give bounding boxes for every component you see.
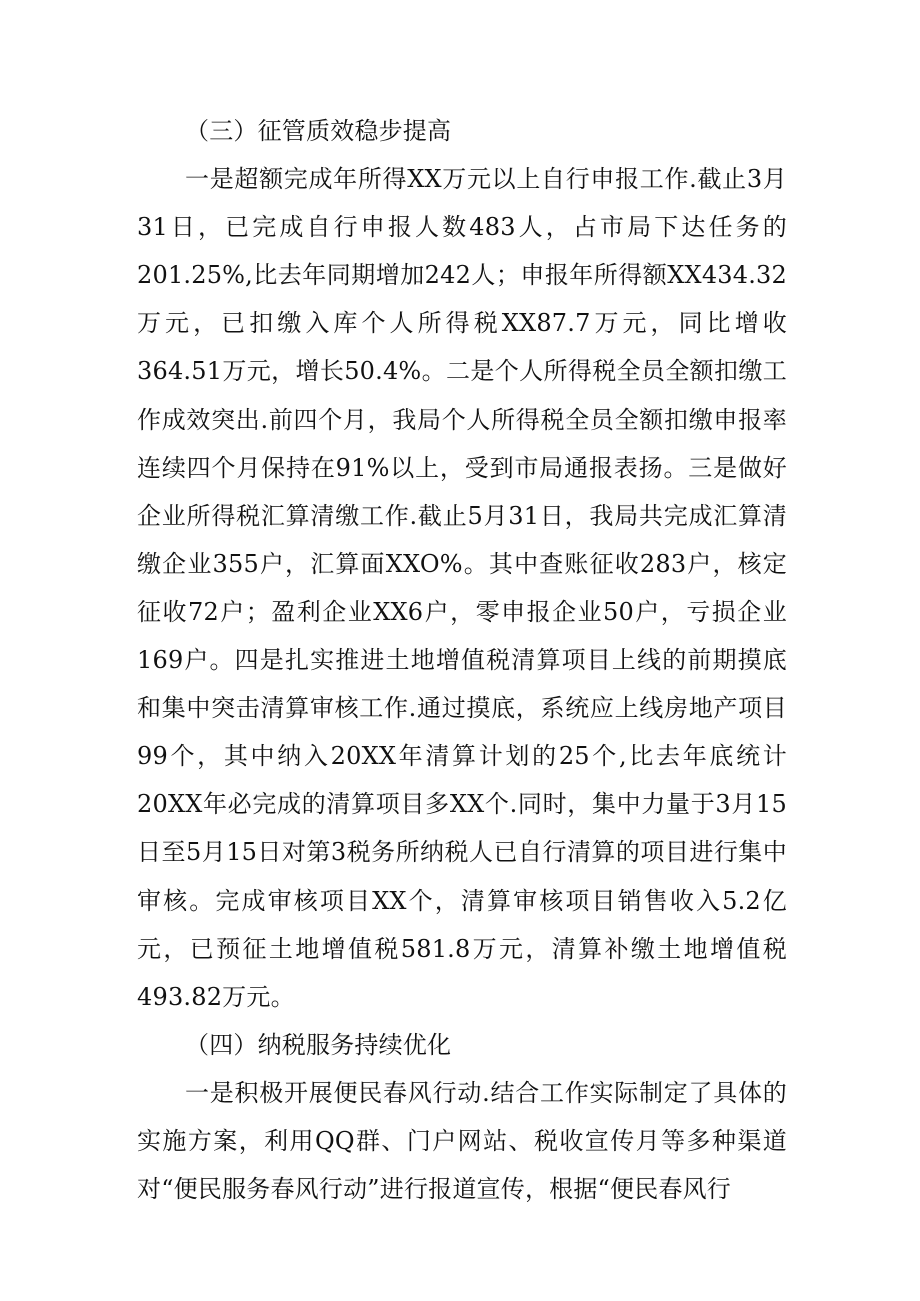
section-heading-3: （三）征管质效稳步提高 — [185, 117, 452, 145]
paragraph-collection-quality: 一是超额完成年所得XX万元以上自行申报工作.截止3月31日，已完成自行申报人数483人，占市局下达任务的201.25%,比去年同期增加242人；申报年所得额XX434.32万元，已扣缴入库个人所得税XX87.7万元，同比增收364.51万元，增长50.4%。二是个人所得税全员全额扣缴工作成效突出.前四个月，我局个人所得税全员全额扣缴申报率连续四个月保持在91%以上，受到市局通报表扬。三是做好企业所得税汇算清缴工作.截止5月31日，我局共完成汇算清缴企业355户，汇算面XXO%。其中查账征收283户，核定征收72户；盈利企业XX6户，零申报企业50户，亏损企业169户。四是扎实推进土地增值税清算项目上线的前期摸底和集中突击清算审核工作.通过摸底，系统应上线房地产项目99个，其中纳入20XX年清算计划的25个,比去年底统计20XX年必完成的清算项目多XX个.同时，集中力量于3月15日至5月15日对第3税务所纳税人已自行清算的项目进行集中审核。完成审核项目XX个，清算审核项目销售收入5.2亿元，已预征土地增值税581.8万元，清算补缴土地增值税493.82万元。 — [137, 165, 787, 1011]
document-body — [137, 107, 787, 1213]
paragraph-taxpayer-service: 一是积极开展便民春风行动.结合工作实际制定了具体的实施方案，利用QQ群、门户网站、税收宣传月等多种渠道对“便民服务春风行动”进行报道宣传，根据“便民春风行 — [137, 1078, 787, 1204]
section-heading-4: （四）纳税服务持续优化 — [185, 1030, 452, 1059]
